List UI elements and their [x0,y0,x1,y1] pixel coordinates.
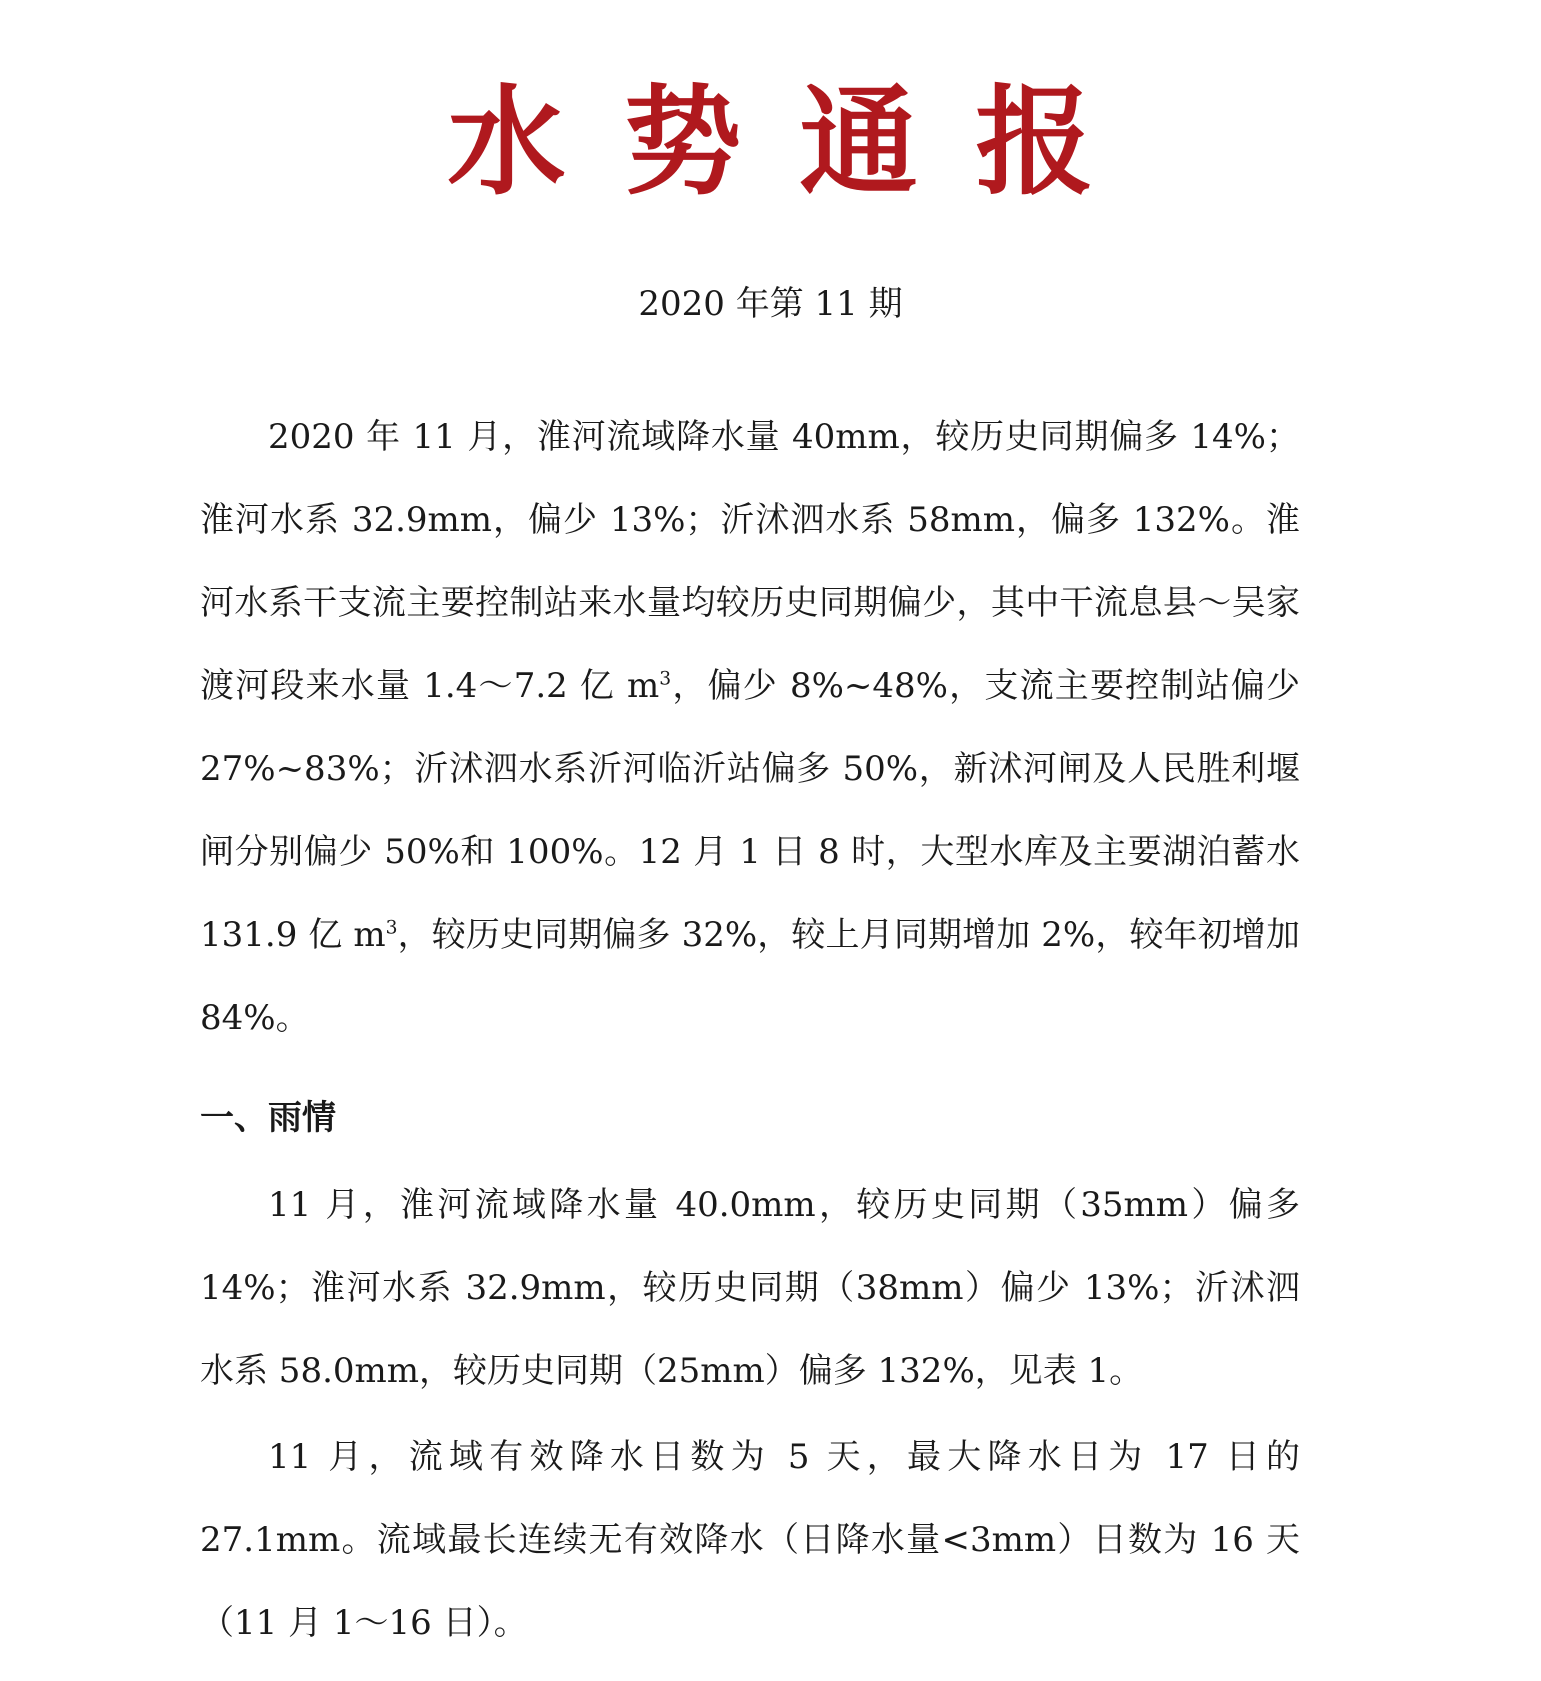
document-title: 水势通报 [447,73,1152,211]
rainfall-paragraph-1: 11 月，淮河流域降水量 40.0mm，较历史同期（35mm）偏多 14%；淮河水系 32.9mm，较历史同期（38mm）偏少 13%；沂沭泗水系 58.0mm，较历史同期（25mm）偏多 132%，见表 1。 [200,1185,1300,1391]
summary-text-part1: 2020 年 11 月，淮河流域降水量 40mm，较历史同期偏多 14%；淮河水系 32.9mm，偏少 13%；沂沭泗水系 58mm，偏多 132%。淮河水系干支流主要控制站来水量均较历史同期偏少，其中干流息县～吴家渡河段来水量 1.4～7.2 亿 m [200,417,1300,706]
summary-paragraph [200,396,1300,1060]
issue-number: 2020 年第 11 期 [638,284,903,324]
rainfall-paragraph-2: 11 月，流域有效降水日数为 5 天，最大降水日为 17 日的 27.1mm。流域最长连续无有效降水（日降水量<3mm）日数为 16 天（11 月 1～16 日）。 [200,1437,1300,1643]
section-heading-rainfall: 一、雨情 [200,1098,336,1138]
cubic-superscript: 3 [385,917,398,939]
summary-text-part3: ，较历史同期偏多 32%，较上月同期增加 2%，较年初增加 84%。 [200,915,1300,1038]
summary-text-part2: ，偏少 8%~48%，支流主要控制站偏少 27%~83%；沂沭泗水系沂河临沂站偏多 50%，新沭河闸及人民胜利堰闸分别偏少 50%和 100%。12 月 1 日 8 时，大型水库及主要湖泊蓄水 131.9 亿 m [200,666,1300,955]
cubic-superscript: 3 [659,668,672,690]
